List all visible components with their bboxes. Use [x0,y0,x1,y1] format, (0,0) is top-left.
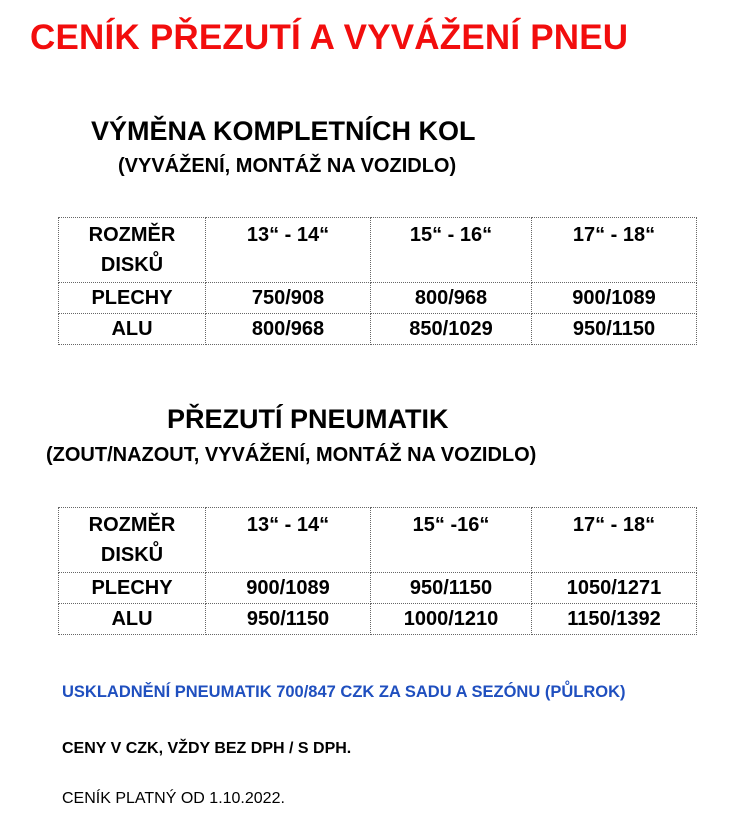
price-table-tire-swap [58,507,697,635]
price-cell: 800/968 [206,314,371,345]
header-label-line2: DISKŮ [100,544,164,566]
section1-subtitle: (VYVÁŽENÍ, MONTÁŽ NA VOZIDLO) [118,155,457,177]
price-table-wheel-swap [58,217,697,345]
header-size-13-14: 13“ - 14“ [206,218,371,283]
section2-subtitle: (ZOUT/NAZOUT, VYVÁŽENÍ, MONTÁŽ NA VOZIDLO) [46,444,537,466]
price-cell: 1150/1392 [532,604,697,635]
header-label-line1: ROZMĚR [88,514,176,536]
validity-note: CENÍK PLATNÝ OD 1.10.2022. [62,790,285,807]
header-size-17-18: 17“ - 18“ [532,218,697,283]
header-label-line2: DISKŮ [100,254,164,276]
section1-title: VÝMĚNA KOMPLETNÍCH KOL [91,116,476,146]
row-label: PLECHY [59,283,206,314]
row-label: ALU [59,314,206,345]
price-cell: 1000/1210 [371,604,532,635]
price-cell: 900/1089 [532,283,697,314]
header-size-17-18: 17“ - 18“ [532,508,697,573]
price-cell: 950/1150 [532,314,697,345]
table-row [59,314,697,345]
price-cell: 850/1029 [371,314,532,345]
price-cell: 950/1150 [206,604,371,635]
price-cell: 1050/1271 [532,573,697,604]
table-row [59,283,697,314]
storage-note: USKLADNĚNÍ PNEUMATIK 700/847 CZK ZA SADU A SEZÓNU (PŮLROK) [62,683,626,701]
header-label-line1: ROZMĚR [88,224,176,246]
page-title: CENÍK PŘEZUTÍ A VYVÁŽENÍ PNEU [30,18,629,57]
row-label: ALU [59,604,206,635]
price-cell: 800/968 [371,283,532,314]
price-cell: 950/1150 [371,573,532,604]
currency-note: CENY V CZK, VŽDY BEZ DPH / S DPH. [62,740,352,757]
row-label: PLECHY [59,573,206,604]
header-size-13-14: 13“ - 14“ [206,508,371,573]
table-row [59,573,697,604]
table-row [59,604,697,635]
header-size-15-16: 15“ - 16“ [371,218,532,283]
table-header-row [59,218,697,283]
price-cell: 900/1089 [206,573,371,604]
price-cell: 750/908 [206,283,371,314]
header-label-cell [59,218,206,283]
section2-title: PŘEZUTÍ PNEUMATIK [167,404,449,434]
header-label-cell [59,508,206,573]
table-header-row [59,508,697,573]
header-size-15-16: 15“ -16“ [371,508,532,573]
